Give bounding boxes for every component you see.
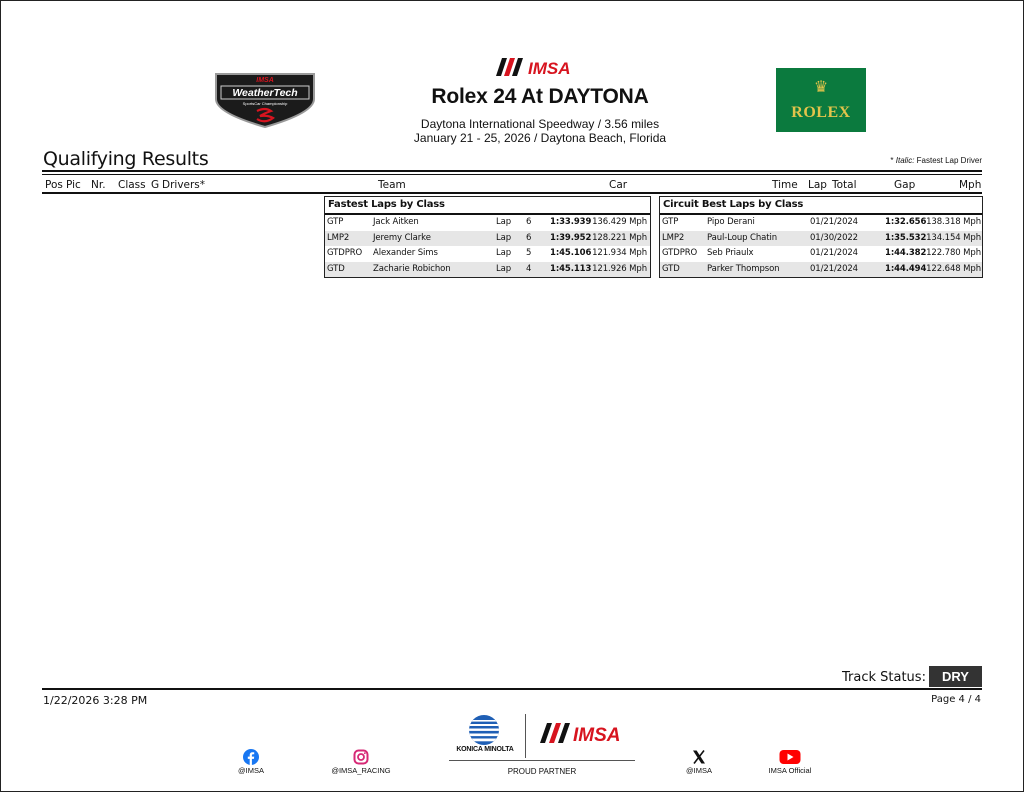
col-pos: Pos: [45, 179, 63, 191]
row-class: GTDPRO: [327, 248, 363, 258]
youtube-handle: IMSA Official: [768, 766, 812, 775]
row-date: 01/21/2024: [810, 217, 858, 227]
row-driver: Zacharie Robichon: [373, 263, 451, 274]
header-rule-thin: [42, 174, 982, 175]
row-driver: Parker Thompson: [707, 263, 780, 274]
column-header-rule: [42, 192, 982, 194]
row-class: GTD: [662, 263, 680, 274]
row-speed: 134.154 Mph: [926, 232, 981, 243]
konica-minolta-wordmark: KONICA MINOLTA: [456, 746, 514, 753]
print-timestamp: 1/22/2026 3:28 PM: [43, 694, 148, 707]
venue-info: Daytona International Speedway / 3.56 miles: [420, 117, 660, 131]
col-class: Class: [118, 179, 146, 191]
col-mph: Mph: [959, 179, 982, 191]
row-driver: Seb Priaulx: [707, 248, 754, 258]
col-gap: Gap: [894, 179, 916, 191]
row-lap: 5: [526, 248, 532, 258]
table-row: [660, 231, 982, 247]
row-lap: 4: [526, 263, 532, 274]
track-status-label: Track Status:: [842, 670, 926, 685]
rolex-logo: [776, 68, 866, 132]
col-drivers: Drivers*: [162, 179, 206, 191]
imsa-logo: [492, 57, 588, 77]
row-class: GTP: [662, 217, 679, 227]
social-facebook[interactable]: [206, 749, 296, 775]
table-row: [325, 231, 650, 247]
row-date: 01/30/2022: [810, 232, 858, 243]
row-class: LMP2: [662, 232, 685, 243]
x-handle: @IMSA: [686, 766, 712, 775]
instagram-icon: [353, 749, 369, 765]
wt-logo-weathertech: WeatherTech: [232, 87, 298, 99]
row-class: LMP2: [327, 232, 350, 243]
social-x[interactable]: [654, 749, 744, 775]
row-driver: Jeremy Clarke: [373, 232, 431, 243]
circuit-best-title: Circuit Best Laps by Class: [660, 197, 982, 215]
table-row: [325, 215, 650, 231]
konica-minolta-globe-icon: [467, 714, 501, 746]
row-driver: Paul-Loup Chatin: [707, 232, 778, 243]
event-dates: January 21 - 25, 2026 / Daytona Beach, Florida: [413, 131, 667, 145]
x-icon: [691, 749, 707, 765]
col-group: G: [151, 179, 160, 191]
col-total: Total: [832, 179, 857, 191]
circuit-best-laps-table: [659, 196, 983, 278]
col-time: Time: [772, 179, 798, 191]
table-row: [660, 215, 982, 231]
row-lap-label: Lap: [496, 232, 512, 243]
youtube-icon: [779, 749, 801, 765]
facebook-icon: [243, 749, 259, 765]
row-driver: Jack Aitken: [373, 217, 419, 227]
row-lap: 6: [526, 232, 532, 243]
table-row: [660, 246, 982, 262]
wt-logo-subtitle: SportsCar Championship: [242, 101, 288, 106]
row-speed: 121.934 Mph: [592, 248, 647, 258]
row-lap-label: Lap: [496, 217, 512, 227]
proud-partner-label: PROUD PARTNER: [507, 767, 577, 776]
row-class: GTD: [327, 263, 345, 274]
row-speed: 122.648 Mph: [926, 263, 981, 274]
row-speed: 122.780 Mph: [926, 248, 981, 258]
row-driver: Pipo Derani: [707, 217, 755, 227]
track-status-badge: DRY: [929, 666, 982, 687]
fastest-laps-title: Fastest Laps by Class: [325, 197, 650, 215]
row-class: GTDPRO: [662, 248, 698, 258]
row-lap-label: Lap: [496, 263, 512, 274]
row-date: 01/21/2024: [810, 248, 858, 258]
italic-legend-note: * Italic: Fastest Lap Driver: [890, 156, 982, 165]
row-time: 1:32.656: [885, 217, 927, 227]
row-speed: 121.926 Mph: [592, 263, 647, 274]
wt-logo-imsa: IMSA: [256, 77, 274, 84]
rolex-crown-icon: ♛: [813, 79, 829, 96]
social-instagram[interactable]: [316, 749, 406, 775]
imsa-logo-text: IMSA: [528, 59, 571, 77]
row-lap-label: Lap: [496, 248, 512, 258]
row-time: 1:45.113: [550, 263, 592, 274]
row-driver: Alexander Sims: [373, 248, 438, 258]
header-rule: [42, 170, 982, 172]
row-class: GTP: [327, 217, 344, 227]
col-nr: Nr.: [91, 179, 106, 191]
row-date: 01/21/2024: [810, 263, 858, 274]
row-time: 1:35.532: [885, 232, 927, 243]
row-speed: 136.429 Mph: [592, 217, 647, 227]
facebook-handle: @IMSA: [238, 766, 264, 775]
fastest-laps-table: [324, 196, 651, 278]
footer-rule: [42, 688, 982, 690]
table-row: [660, 262, 982, 278]
row-time: 1:33.939: [550, 217, 592, 227]
row-time: 1:44.494: [885, 263, 927, 274]
instagram-handle: @IMSA_RACING: [331, 766, 391, 775]
col-lap: Lap: [808, 179, 827, 191]
col-team: Team: [378, 179, 406, 191]
weathertech-championship-logo: [213, 71, 317, 129]
row-lap: 6: [526, 217, 532, 227]
row-time: 1:44.382: [885, 248, 927, 258]
partner-divider: [525, 714, 526, 758]
table-row: [325, 262, 650, 278]
imsa-footer-text: IMSA: [573, 725, 621, 744]
event-title: Rolex 24 At DAYTONA: [431, 85, 649, 108]
rolex-wordmark: ROLEX: [791, 104, 851, 121]
page-title: Qualifying Results: [43, 148, 209, 170]
row-speed: 138.318 Mph: [926, 217, 981, 227]
partner-underline: [449, 760, 635, 761]
page-number: Page 4 / 4: [931, 694, 981, 705]
col-car: Car: [609, 179, 628, 191]
table-row: [325, 246, 650, 262]
imsa-logo-footer: [536, 722, 632, 744]
row-time: 1:45.106: [550, 248, 592, 258]
social-youtube[interactable]: [745, 749, 835, 775]
row-time: 1:39.952: [550, 232, 592, 243]
col-pic: Pic: [66, 179, 81, 191]
row-speed: 128.221 Mph: [592, 232, 647, 243]
